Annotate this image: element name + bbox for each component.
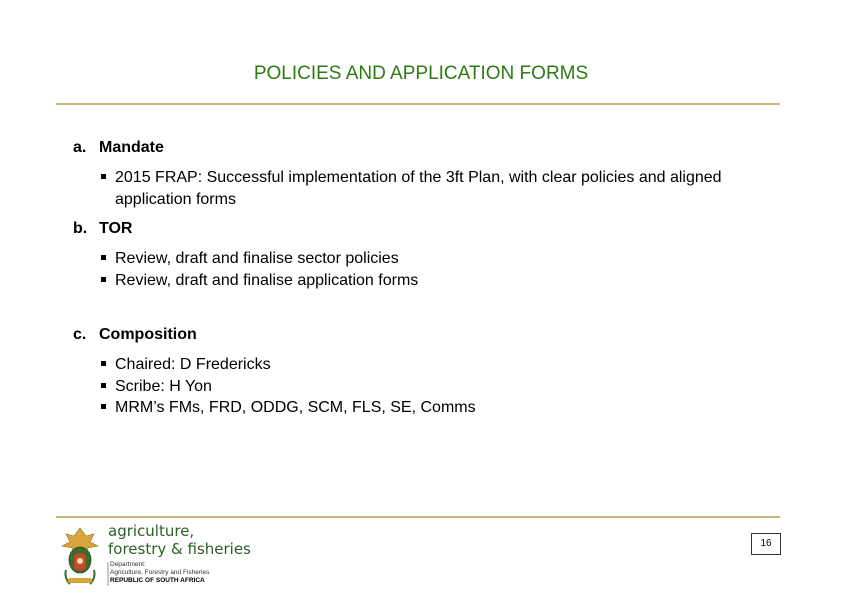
list-item [101,354,755,376]
section-heading: TOR [99,220,133,237]
list-item [101,376,755,398]
section-tor-bullets [101,248,755,291]
list-item [101,167,755,210]
brand-line1: agriculture, [108,522,195,540]
section-heading: Mandate [99,139,164,156]
list-item [101,248,755,270]
section-letter: c. [73,326,87,343]
bullet-square-icon [101,383,106,388]
brand-line2: forestry & fisheries [108,540,251,558]
section-composition-heading [73,326,197,344]
list-item-text: MRM’s FMs, FRD, ODDG, SCM, FLS, SE, Comms [115,399,476,416]
list-item-text: Scribe: H Yon [115,377,212,395]
section-letter: a. [73,139,87,156]
section-letter: b. [73,220,88,237]
list-item [101,397,755,419]
list-item-text: Review, draft and finalise sector policies [115,250,399,267]
section-composition-bullets [101,354,755,419]
dept-line2: Agriculture, Forestry and Fisheries [110,569,210,576]
brand-name [108,522,251,558]
dept-line3: REPUBLIC OF SOUTH AFRICA [110,577,205,584]
section-heading: Composition [99,326,197,343]
bullet-square-icon [101,361,106,366]
footer-divider [56,516,780,518]
title-divider [56,103,780,105]
list-item [101,270,755,292]
department-label [110,561,209,585]
bullet-square-icon [101,404,106,409]
bullet-square-icon [101,255,106,260]
page-number: 16 [751,533,781,555]
bullet-square-icon [101,174,106,179]
section-mandate-heading [73,139,164,157]
section-mandate-bullets [101,167,755,210]
list-item-text: Review, draft and finalise application forms [115,271,419,289]
dept-line1: Department: [110,561,146,568]
list-item-text: Chaired: D Fredericks [115,356,271,373]
bullet-square-icon [101,277,106,282]
section-tor-heading [73,220,132,238]
list-item-text: 2015 FRAP: Successful implementation of the 3ft Plan, with clear policies and aligned application forms [115,169,722,208]
slide-title: POLICIES AND APPLICATION FORMS [253,63,589,84]
